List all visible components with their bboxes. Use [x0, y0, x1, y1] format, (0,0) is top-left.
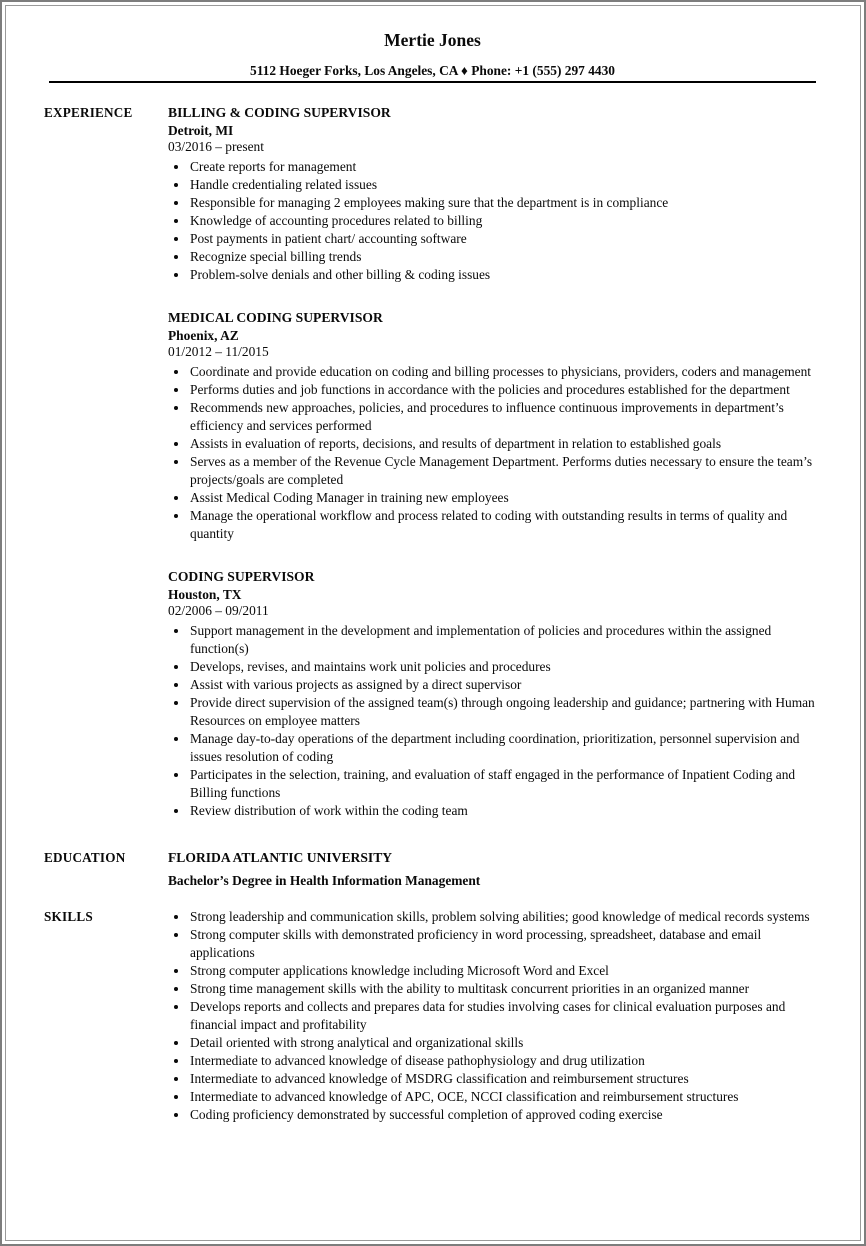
- skill-bullet: • Intermediate to advanced knowledge of MSDRG classification and reimbursement structures: [189, 1070, 816, 1088]
- job-bullet: • Create reports for management: [189, 158, 816, 176]
- job-bullet: • Knowledge of accounting procedures related to billing: [189, 212, 816, 230]
- education-body: [168, 849, 816, 889]
- skill-bullet: • Detail oriented with strong analytical and organizational skills: [189, 1034, 816, 1052]
- job-bullet: • Coordinate and provide education on coding and billing processes to physicians, providers, coders and management: [189, 363, 816, 381]
- job-location: Phoenix, AZ: [168, 328, 239, 343]
- skill-bullet: • Intermediate to advanced knowledge of disease pathophysiology and drug utilization: [189, 1052, 816, 1070]
- contact-line: 5112 Hoeger Forks, Los Angeles, CA ♦ Phone: +1 (555) 297 4430: [250, 63, 615, 78]
- job-bullet: • Develops, revises, and maintains work unit policies and procedures: [189, 658, 816, 676]
- skill-bullet: • Strong leadership and communication skills, problem solving abilities; good knowledge of medical records systems: [189, 908, 816, 926]
- section-label-skills: SKILLS: [44, 909, 93, 924]
- job-title: BILLING & CODING SUPERVISOR: [168, 105, 391, 120]
- school-name: FLORIDA ATLANTIC UNIVERSITY: [168, 850, 393, 865]
- job-bullet-list: [168, 622, 816, 820]
- job-entry-coding-supervisor: [168, 568, 816, 820]
- section-label-experience: EXPERIENCE: [44, 105, 133, 120]
- skill-bullet: • Develops reports and collects and prepares data for studies involving cases for clinical evaluation purposes and financial impact and profitability: [189, 998, 816, 1034]
- job-dates: 03/2016 – present: [168, 139, 264, 154]
- resume-page-inner: [5, 5, 861, 1241]
- job-bullet: • Provide direct supervision of the assigned team(s) through ongoing leadership and guidance; partnering with Human Resources on employee matters: [189, 694, 816, 730]
- job-bullet-list: [168, 363, 816, 543]
- job-bullet: • Problem-solve denials and other billing & coding issues: [189, 266, 816, 284]
- job-bullet: • Support management in the development and implementation of policies and procedures within the assigned function(s): [189, 622, 816, 658]
- job-bullet: • Recognize special billing trends: [189, 248, 816, 266]
- job-bullet: • Serves as a member of the Revenue Cycle Management Department. Performs duties necessary to ensure the team’s projects/goals are completed: [189, 453, 816, 489]
- job-bullet: • Review distribution of work within the coding team: [189, 802, 816, 820]
- job-location: Houston, TX: [168, 587, 242, 602]
- job-bullet: • Recommends new approaches, policies, and procedures to influence continuous improvements in department’s efficiency and services performed: [189, 399, 816, 435]
- job-entry-billing-coding-supervisor: [168, 104, 816, 284]
- job-bullet: • Assists in evaluation of reports, decisions, and results of department in relation to established goals: [189, 435, 816, 453]
- resume-header: [49, 30, 816, 83]
- job-bullet: • Responsible for managing 2 employees making sure that the department is in compliance: [189, 194, 816, 212]
- job-title: MEDICAL CODING SUPERVISOR: [168, 310, 383, 325]
- skill-bullet: • Coding proficiency demonstrated by successful completion of approved coding exercise: [189, 1106, 816, 1124]
- job-bullet: • Participates in the selection, training, and evaluation of staff engaged in the performance of Inpatient Coding and Billing functions: [189, 766, 816, 802]
- section-label-education: EDUCATION: [44, 850, 126, 865]
- job-dates: 01/2012 – 11/2015: [168, 344, 269, 359]
- skill-bullet: • Strong computer applications knowledge including Microsoft Word and Excel: [189, 962, 816, 980]
- header-divider: [49, 81, 816, 83]
- job-entry-medical-coding-supervisor: [168, 309, 816, 543]
- job-bullet-list: [168, 158, 816, 284]
- job-bullet: • Assist with various projects as assigned by a direct supervisor: [189, 676, 816, 694]
- experience-body: [168, 104, 816, 820]
- degree-name: Bachelor’s Degree in Health Information Management: [168, 873, 481, 888]
- job-dates: 02/2006 – 09/2011: [168, 603, 269, 618]
- skills-bullet-list: [168, 908, 816, 1124]
- job-bullet: • Handle credentialing related issues: [189, 176, 816, 194]
- experience-section: [44, 104, 860, 820]
- skill-bullet: • Intermediate to advanced knowledge of APC, OCE, NCCI classification and reimbursement structures: [189, 1088, 816, 1106]
- job-location: Detroit, MI: [168, 123, 234, 138]
- skills-body: [168, 908, 816, 1124]
- job-bullet: • Post payments in patient chart/ accounting software: [189, 230, 816, 248]
- education-section: [44, 849, 860, 889]
- job-bullet: • Assist Medical Coding Manager in training new employees: [189, 489, 816, 507]
- job-bullet: • Performs duties and job functions in accordance with the policies and procedures established for the department: [189, 381, 816, 399]
- job-bullet: • Manage day-to-day operations of the department including coordination, prioritization, personnel supervision and issues resolution of coding: [189, 730, 816, 766]
- skill-bullet: • Strong time management skills with the ability to multitask concurrent priorities in an organized manner: [189, 980, 816, 998]
- candidate-name: Mertie Jones: [384, 30, 481, 50]
- skill-bullet: • Strong computer skills with demonstrated proficiency in word processing, spreadsheet, database and email applications: [189, 926, 816, 962]
- job-title: CODING SUPERVISOR: [168, 569, 315, 584]
- job-bullet: • Manage the operational workflow and process related to coding with outstanding results in terms of quality and quantity: [189, 507, 816, 543]
- skills-section: [44, 908, 860, 1124]
